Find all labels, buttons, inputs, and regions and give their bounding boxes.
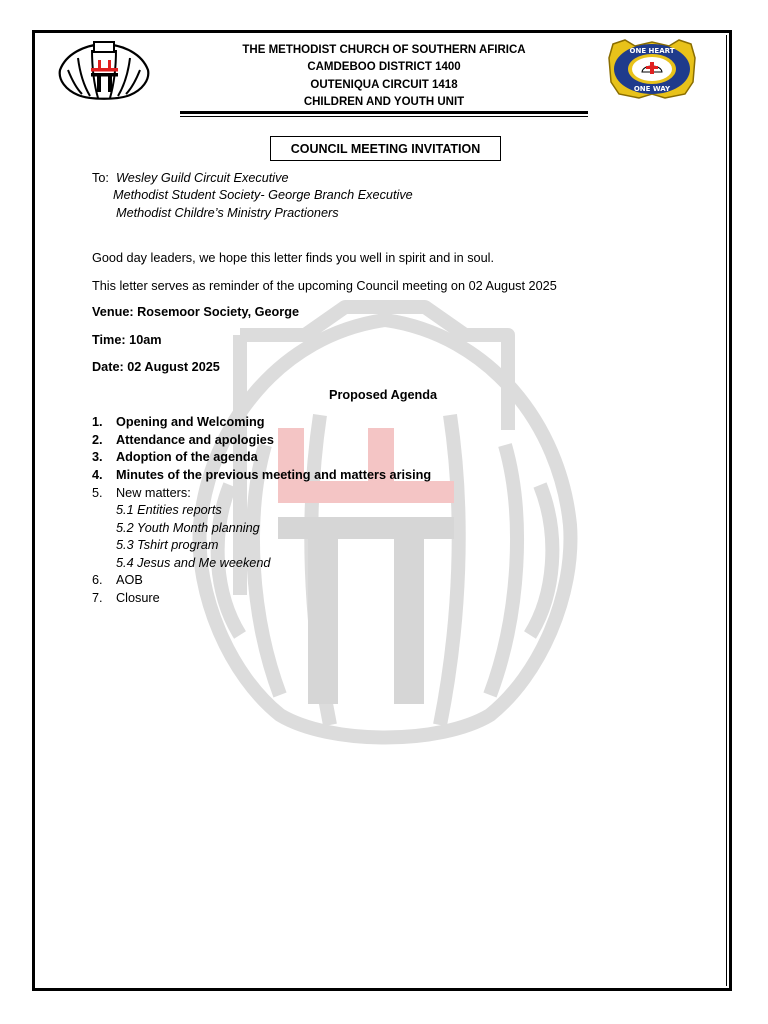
agenda-heading: Proposed Agenda	[329, 388, 438, 402]
agenda-subitem: 5.3 Tshirt program	[116, 538, 219, 552]
letterhead	[180, 42, 588, 111]
youth-unit-badge-logo	[605, 38, 699, 100]
agenda-item: 4. Minutes of the previous meeting and matters arising	[92, 468, 432, 482]
reminder-text: This letter serves as reminder of the upcoming Council meeting on 02 August 2025	[92, 279, 557, 293]
circuit-name: OUTENIQUA CIRCUIT 1418	[310, 78, 458, 91]
agenda-item: 5. New matters:	[92, 486, 191, 500]
badge-bottom-text: ONE WAY	[633, 85, 671, 93]
header-rule-thick	[180, 111, 588, 114]
church-name: THE METHODIST CHURCH OF SOUTHERN AFIRICA	[242, 44, 526, 56]
venue-text: Venue: Rosemoor Society, George	[92, 305, 300, 319]
agenda-item: 1. Opening and Welcoming	[92, 415, 265, 429]
unit-name: CHILDREN AND YOUTH UNIT	[303, 95, 465, 108]
recipient-2: Methodist Student Society- George Branch Executive	[113, 188, 413, 202]
methodist-shell-logo	[56, 40, 152, 100]
document-title: COUNCIL MEETING INVITATION	[270, 136, 501, 161]
agenda-item: 7. Closure	[92, 591, 160, 605]
agenda-item: 2. Attendance and apologies	[92, 433, 274, 447]
agenda-subitem: 5.2 Youth Month planning	[116, 521, 260, 535]
recipient-3: Methodist Childre’s Ministry Practioners	[116, 206, 339, 220]
agenda-item: 6. AOB	[92, 573, 143, 587]
recipient-1: Wesley Guild Circuit Executive	[116, 171, 289, 185]
greeting-text: Good day leaders, we hope this letter finds you well in spirit and in soul.	[92, 251, 494, 265]
district-name: CAMDEBOO DISTRICT 1400	[307, 61, 461, 74]
agenda-item: 3. Adoption of the agenda	[92, 450, 258, 464]
agenda-subitem: 5.1 Entities reports	[116, 503, 222, 517]
time-text: Time: 10am	[92, 333, 162, 347]
badge-top-text: ONE HEART	[629, 47, 675, 55]
date-text: Date: 02 August 2025	[92, 360, 220, 374]
header-rule-thin	[180, 116, 588, 117]
agenda-subitem: 5.4 Jesus and Me weekend	[116, 556, 271, 570]
to-label: To:	[92, 171, 109, 185]
